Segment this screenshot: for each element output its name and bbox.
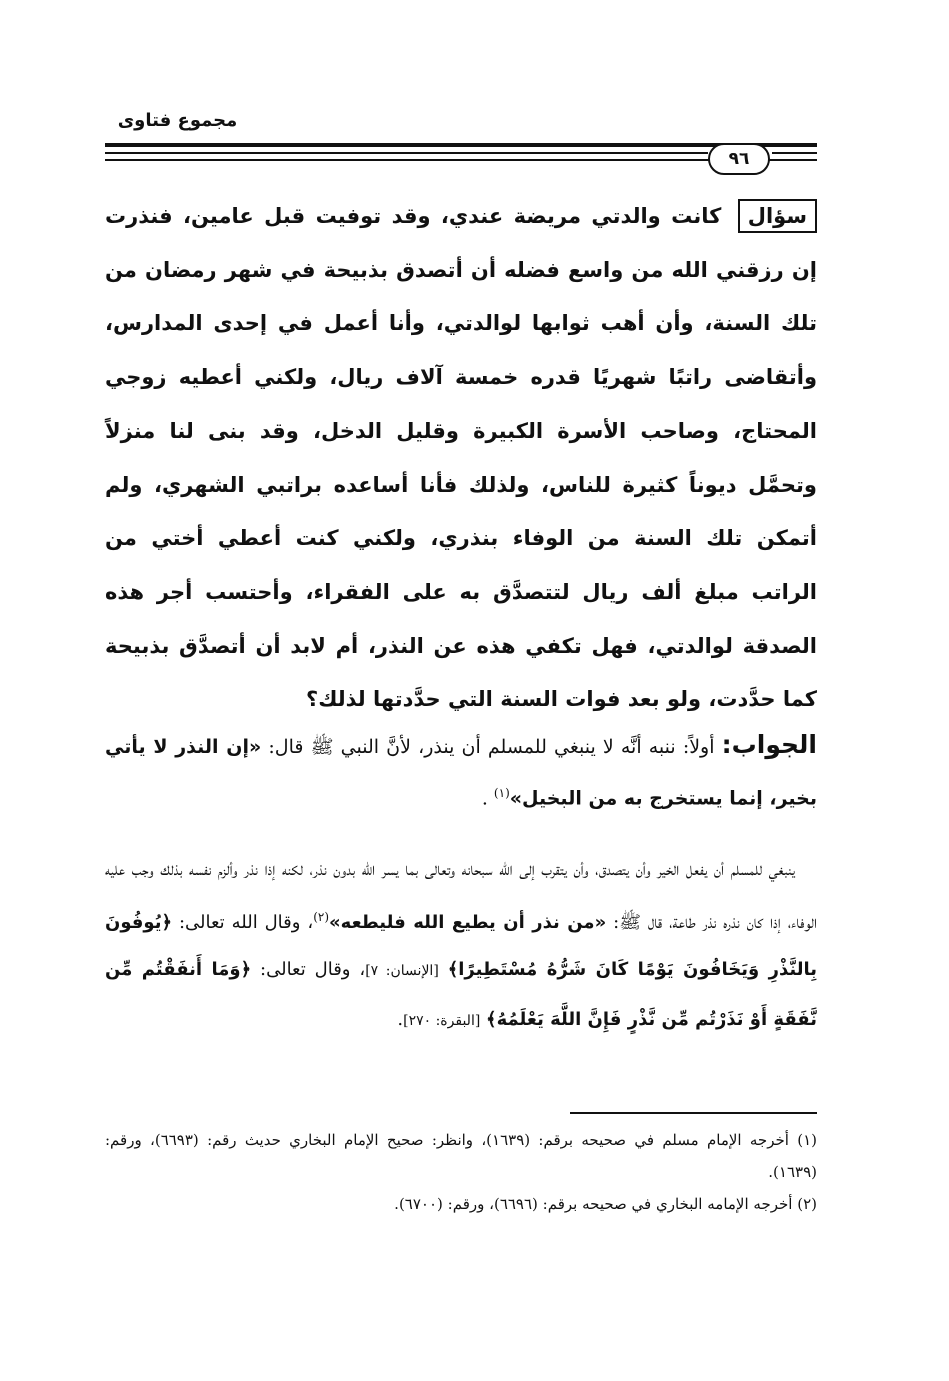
answer-intro-end: .	[481, 787, 494, 810]
footnote-separator	[570, 1112, 817, 1114]
header-rule-right	[772, 152, 817, 154]
page-number: ٩٦	[708, 143, 770, 175]
answer-intro	[105, 722, 817, 821]
paragraph-end: .	[397, 1008, 404, 1030]
verse-reference-1: [الإنسان: ٧]	[365, 963, 439, 979]
footnote-1: (١) أخرجه الإمام مسلم في صحيحه برقم: (١٦٣٩)، وانظر: صحيح الإمام البخاري حديث رقم: (٦٦٩٣)، ورقم: (١٦٣٩).	[105, 1131, 817, 1181]
verse-reference-2: [البقرة: ٢٧٠]	[403, 1012, 481, 1029]
quran-verse-2: ﴿وَمَا أَنفَقْتُم مِّن نَّفَقَةٍ أَوْ نَذَرْتُم مِّن نَّذْرٍ فَإِنَّ اللَّهَ يَعْلَمُهُ﴾	[105, 959, 817, 1030]
paragraph-text-a: ينبغي للمسلم أن يفعل الخير وأن يتصدق، وأن يتقرب إلى الله سبحانه وتعالى بما يسر الله بدون نذر، لكنه إذا نذر وألزم نفسه بذلك وجب عليه الوفاء، إذا كان نذره نذر طاعة، قال ﷺ:	[105, 859, 817, 933]
answer-intro-text: أولاً: ننبه أنَّه لا ينبغي للمسلم أن ينذر، لأنَّ النبي ﷺ قال:	[261, 736, 715, 758]
hadith-quote-2: «من نذر أن يطيع الله فليطعه»	[329, 911, 607, 933]
paragraph-text-c: ، وقال تعالى:	[251, 959, 366, 980]
question-text: كانت والدتي مريضة عندي، وقد توفيت قبل عامين، فنذرت إن رزقني الله من واسع فضله أن أتصدق بذبيحة في شهر رمضان من تلك السنة، وأن أهب ثوابها لوالدتي، وأنا أعمل في إحدى المدارس، وأتقاضى راتبًا شهريًا قدره خمسة آلاف ريال، ولكني أعطيه زوجي المحتاج، وصاحب الأسرة الكبيرة وقليل الدخل، وقد بنى لنا منزلاً وتحمَّل ديوناً كثيرة للناس، ولذلك فأنا أساعده براتبي الشهري، ولم أتمكن تلك السنة من الوفاء بنذري، ولكني كنت أعطي أختي من الراتب مبلغ ألف ريال لتتصدَّق به على الفقراء، وأحتسب أجر هذه الصدقة لوالدتي، فهل تكفي هذه عن النذر، أم لابد أن أتصدَّق بذبيحة كما حدَّدت، ولو بعد فوات السنة التي حدَّدتها لذلك؟	[105, 204, 817, 712]
footnotes	[105, 1124, 817, 1220]
question-block	[105, 190, 817, 727]
footnote-2: (٢) أخرجه الإمامه البخاري في صحيحه برقم: (٦٦٩٦)، ورقم: (٦٧٠٠).	[394, 1195, 817, 1213]
hadith-quote-1: «إن النذر لا يأتي بخير، إنما يستخرج به من البخيل»	[105, 736, 817, 810]
answer-label: الجواب:	[721, 730, 817, 759]
quran-verse-1: ﴿يُوفُونَ بِالنَّذْرِ وَيَخَافُونَ يَوْمًا كَانَ شَرُّهُ مُسْتَطِيرًا﴾	[105, 911, 817, 980]
answer-paragraph	[105, 846, 817, 1045]
question-label: سؤال	[738, 199, 817, 233]
footnote-mark-2: (٢)	[313, 909, 330, 924]
running-title: مجموع فتاوى	[117, 110, 238, 131]
header-rule-left	[105, 152, 708, 154]
footnote-mark-1: (١)	[493, 786, 510, 800]
header-rule-top	[105, 143, 817, 147]
paragraph-text-b: ، وقال الله تعالى:	[172, 911, 314, 933]
